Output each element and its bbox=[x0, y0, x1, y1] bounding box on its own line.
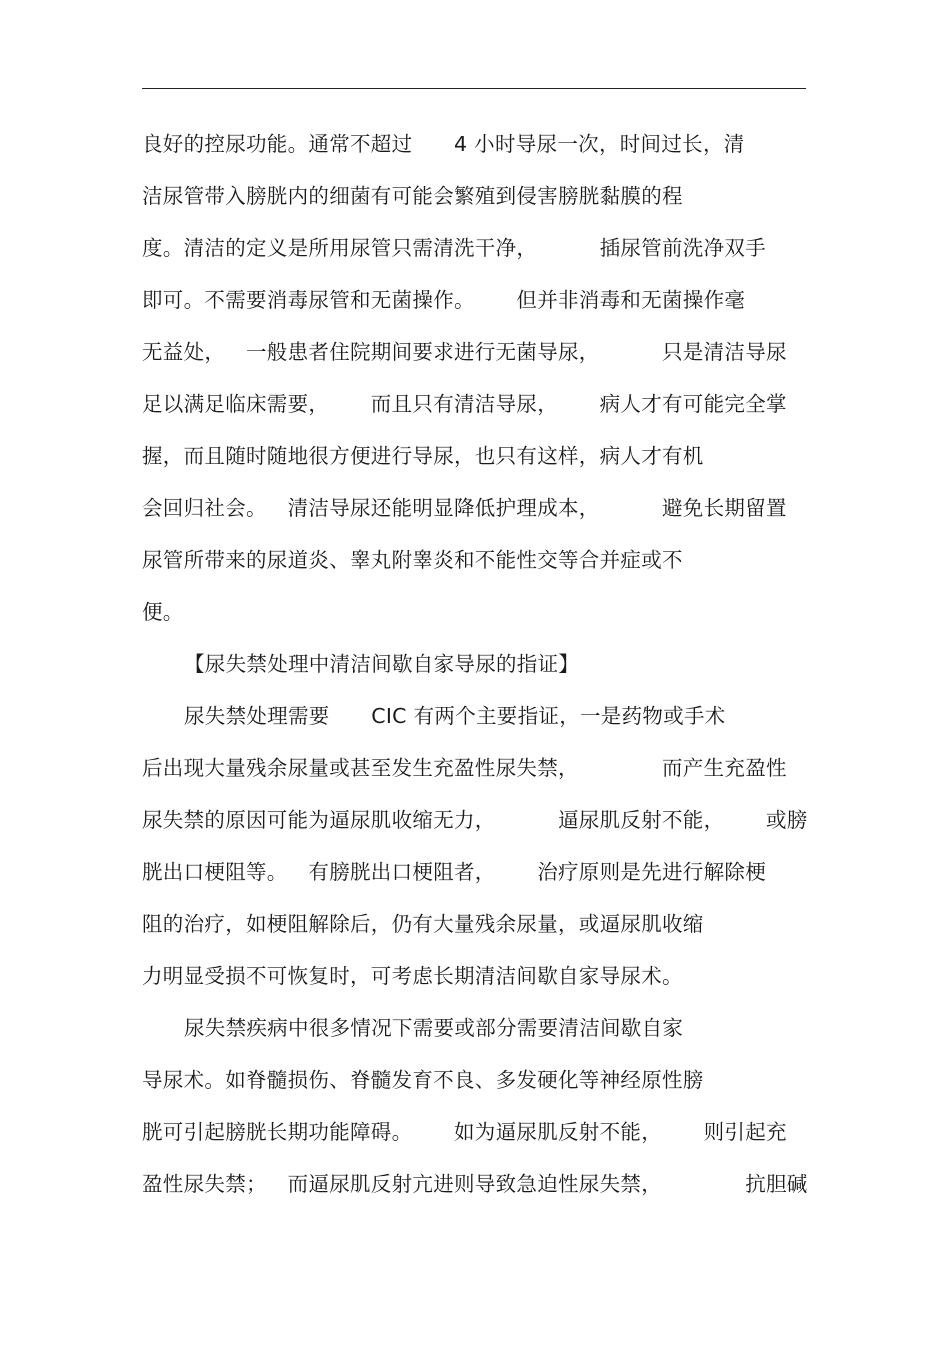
text-line: 握，而且随时随地很方便进行导尿，也只有这样，病人才有机 bbox=[142, 444, 704, 468]
text-line: 胱出口梗阻等。 有膀胱出口梗阻者， 治疗原则是先进行解除梗 bbox=[142, 860, 766, 884]
text-line: 会回归社会。 清洁导尿还能明显降低护理成本， 避免长期留置 bbox=[142, 496, 787, 520]
header-rule bbox=[142, 88, 806, 89]
text-line: 尿失禁的原因可能为逼尿肌收缩无力， 逼尿肌反射不能， 或膀 bbox=[142, 808, 808, 832]
text-line: 力明显受损不可恢复时，可考虑长期清洁间歇自家导尿术。 bbox=[142, 964, 683, 988]
text-line: 良好的控尿功能。通常不超过 4 小时导尿一次，时间过长，清 bbox=[142, 132, 745, 156]
text-line: 无益处， 一般患者住院期间要求进行无菌导尿， 只是清洁导尿 bbox=[142, 340, 787, 364]
text-line: 胱可引起膀胱长期功能障碍。 如为逼尿肌反射不能， 则引起充 bbox=[142, 1120, 787, 1144]
text-line: 便。 bbox=[142, 600, 184, 624]
text-line: 阻的治疗，如梗阻解除后，仍有大量残余尿量，或逼尿肌收缩 bbox=[142, 912, 704, 936]
document-body bbox=[142, 124, 822, 1216]
text-line: 【尿失禁处理中清洁间歇自家导尿的指证】 bbox=[184, 652, 580, 676]
text-line: 盈性尿失禁； 而逼尿肌反射亢进则导致急迫性尿失禁， 抗胆碱 bbox=[142, 1172, 808, 1196]
text-line: 后出现大量残余尿量或甚至发生充盈性尿失禁， 而产生充盈性 bbox=[142, 756, 787, 780]
text-line: 导尿术。如脊髓损伤、脊髓发育不良、多发硬化等神经原性膀 bbox=[142, 1068, 704, 1092]
text-line: 即可。不需要消毒尿管和无菌操作。 但并非消毒和无菌操作毫 bbox=[142, 288, 746, 312]
text-line: 足以满足临床需要， 而且只有清洁导尿， 病人才有可能完全掌 bbox=[142, 392, 787, 416]
text-line: 度。清洁的定义是所用尿管只需清洗干净， 插尿管前洗净双手 bbox=[142, 236, 766, 260]
text-line: 尿管所带来的尿道炎、睾丸附睾炎和不能性交等合并症或不 bbox=[142, 548, 683, 572]
text-line: 洁尿管带入膀胱内的细菌有可能会繁殖到侵害膀胱黏膜的程 bbox=[142, 184, 683, 208]
text-line: 尿失禁疾病中很多情况下需要或部分需要清洁间歇自家 bbox=[184, 1016, 684, 1040]
text-line: 尿失禁处理需要 CIC 有两个主要指证，一是药物或手术 bbox=[184, 704, 726, 728]
